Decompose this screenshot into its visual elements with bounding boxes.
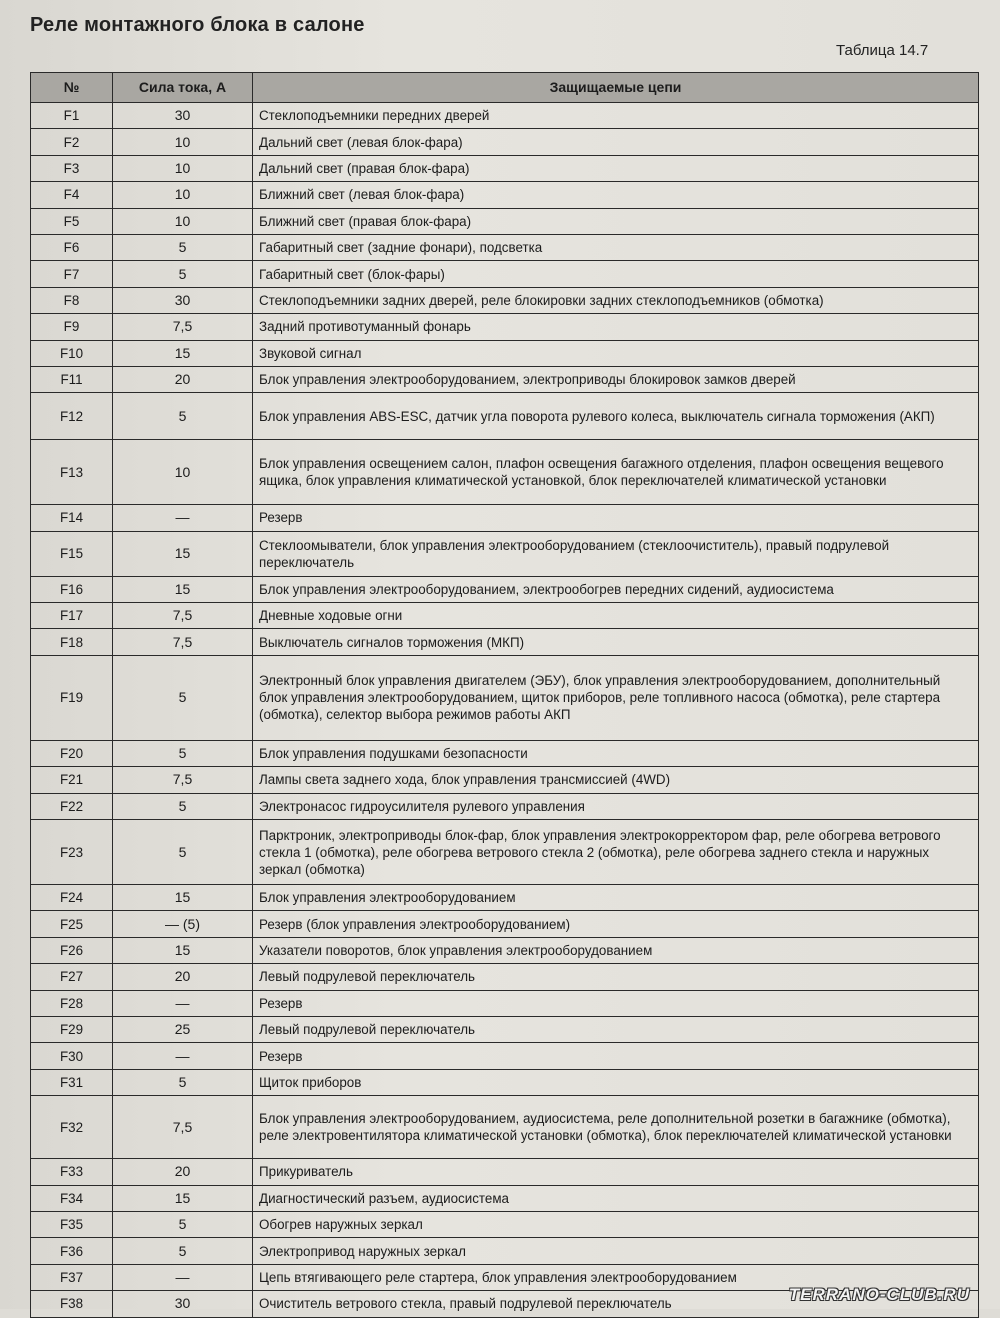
fuse-circuit-cell: Прикуриватель	[253, 1159, 979, 1185]
fuse-number-cell: F15	[31, 531, 113, 576]
fuse-number-cell: F19	[31, 655, 113, 740]
fuse-circuit-cell: Стеклоподъемники передних дверей	[253, 103, 979, 129]
fuse-number-cell: F2	[31, 129, 113, 155]
fuse-circuit-cell: Габаритный свет (задние фонари), подсветка	[253, 234, 979, 260]
fuse-current-cell: 10	[113, 155, 253, 181]
fuse-current-cell: 10	[113, 182, 253, 208]
fuse-current-cell: 15	[113, 937, 253, 963]
fuse-circuit-cell: Габаритный свет (блок-фары)	[253, 261, 979, 287]
fuse-number-cell: F14	[31, 505, 113, 531]
fuse-circuit-cell: Стеклоподъемники задних дверей, реле блокировки задних стеклоподъемников (обмотка)	[253, 287, 979, 313]
table-row	[31, 366, 979, 392]
fuse-number-cell: F10	[31, 340, 113, 366]
table-row	[31, 911, 979, 937]
table-row	[31, 340, 979, 366]
table-header-row	[31, 73, 979, 103]
table-row	[31, 129, 979, 155]
fuse-number-cell: F9	[31, 314, 113, 340]
fuse-current-cell: —	[113, 505, 253, 531]
fuse-number-cell: F36	[31, 1238, 113, 1264]
fuse-current-cell: 20	[113, 964, 253, 990]
fuse-circuit-cell: Левый подрулевой переключатель	[253, 1016, 979, 1042]
fuse-current-cell: 30	[113, 1291, 253, 1317]
fuse-circuit-cell: Щиток приборов	[253, 1069, 979, 1095]
table-row	[31, 767, 979, 793]
fuse-current-cell: 15	[113, 531, 253, 576]
fuse-current-cell: 15	[113, 885, 253, 911]
table-row	[31, 1185, 979, 1211]
table-row	[31, 1043, 979, 1069]
fuse-circuit-cell: Дальний свет (правая блок-фара)	[253, 155, 979, 181]
fuse-current-cell: 5	[113, 1069, 253, 1095]
fuse-current-cell: 10	[113, 208, 253, 234]
fuse-number-cell: F20	[31, 740, 113, 766]
fuse-number-cell: F35	[31, 1211, 113, 1237]
fuse-circuit-cell: Лампы света заднего хода, блок управления трансмиссией (4WD)	[253, 767, 979, 793]
fuse-current-cell: 5	[113, 393, 253, 440]
fuse-circuit-cell: Цепь втягивающего реле стартера, блок управления электрооборудованием	[253, 1264, 979, 1290]
fuse-circuit-cell: Левый подрулевой переключатель	[253, 964, 979, 990]
fuse-current-cell: 5	[113, 793, 253, 819]
fuse-number-cell: F17	[31, 603, 113, 629]
table-row	[31, 990, 979, 1016]
table-row	[31, 937, 979, 963]
fuse-current-cell: 15	[113, 1185, 253, 1211]
table-row	[31, 182, 979, 208]
fuse-circuit-cell: Ближний свет (правая блок-фара)	[253, 208, 979, 234]
fuse-number-cell: F6	[31, 234, 113, 260]
fuse-circuit-cell: Парктроник, электроприводы блок-фар, блок управления электрокорректором фар, реле обогрева ветрового стекла 1 (обмотка), реле обогрева ветрового стекла 2 (обмотка), реле обогрева заднего стекла и наружных зеркал (обмотка)	[253, 820, 979, 885]
fuse-circuit-cell: Обогрев наружных зеркал	[253, 1211, 979, 1237]
fuse-number-cell: F25	[31, 911, 113, 937]
table-row	[31, 440, 979, 505]
fuse-current-cell: 20	[113, 1159, 253, 1185]
table-row	[31, 314, 979, 340]
column-header-number: №	[31, 73, 113, 103]
fuse-current-cell: 5	[113, 820, 253, 885]
column-header-current: Сила тока, А	[113, 73, 253, 103]
fuse-circuit-cell: Блок управления электрооборудованием	[253, 885, 979, 911]
fuse-current-cell: 7,5	[113, 603, 253, 629]
fuse-current-cell: —	[113, 990, 253, 1016]
fuse-number-cell: F30	[31, 1043, 113, 1069]
fuse-number-cell: F11	[31, 366, 113, 392]
fuse-current-cell: 15	[113, 576, 253, 602]
table-row	[31, 531, 979, 576]
fuse-current-cell: 5	[113, 655, 253, 740]
fuse-current-cell: 5	[113, 234, 253, 260]
fuse-number-cell: F8	[31, 287, 113, 313]
table-row	[31, 885, 979, 911]
fuse-circuit-cell: Резерв (блок управления электрооборудованием)	[253, 911, 979, 937]
fuse-current-cell: 15	[113, 340, 253, 366]
fuse-number-cell: F23	[31, 820, 113, 885]
fuse-current-cell: 5	[113, 1238, 253, 1264]
table-row	[31, 1238, 979, 1264]
fuse-circuit-cell: Стеклоомыватели, блок управления электрооборудованием (стеклоочиститель), правый подрулевой переключатель	[253, 531, 979, 576]
table-row	[31, 208, 979, 234]
table-row	[31, 964, 979, 990]
table-row	[31, 1211, 979, 1237]
fuse-number-cell: F1	[31, 103, 113, 129]
table-row	[31, 629, 979, 655]
watermark-logo: TERRANO-CLUB.RU	[788, 1285, 970, 1304]
table-row	[31, 1096, 979, 1159]
fuse-current-cell: 30	[113, 103, 253, 129]
fuse-number-cell: F28	[31, 990, 113, 1016]
fuse-current-cell: 25	[113, 1016, 253, 1042]
fuse-current-cell: 7,5	[113, 1096, 253, 1159]
fuse-current-cell: —	[113, 1264, 253, 1290]
table-row	[31, 576, 979, 602]
table-row	[31, 103, 979, 129]
fuse-number-cell: F21	[31, 767, 113, 793]
table-body	[31, 103, 979, 1318]
table-row	[31, 1069, 979, 1095]
fuse-current-cell: 5	[113, 740, 253, 766]
fuse-number-cell: F3	[31, 155, 113, 181]
table-row	[31, 505, 979, 531]
fuse-circuit-cell: Электронасос гидроусилителя рулевого управления	[253, 793, 979, 819]
fuse-number-cell: F4	[31, 182, 113, 208]
fuse-current-cell: 10	[113, 440, 253, 505]
fuse-number-cell: F34	[31, 1185, 113, 1211]
fuse-current-cell: 7,5	[113, 767, 253, 793]
fuse-circuit-cell: Резерв	[253, 505, 979, 531]
table-caption: Таблица 14.7	[836, 42, 929, 59]
table-row	[31, 393, 979, 440]
fuse-circuit-cell: Блок управления электрооборудованием, электрообогрев передних сидений, аудиосистема	[253, 576, 979, 602]
fuse-circuit-cell: Резерв	[253, 1043, 979, 1069]
fuse-current-cell: 30	[113, 287, 253, 313]
fuse-number-cell: F37	[31, 1264, 113, 1290]
table-row	[31, 261, 979, 287]
fuse-number-cell: F33	[31, 1159, 113, 1185]
fuse-number-cell: F32	[31, 1096, 113, 1159]
fuse-circuit-cell: Блок управления ABS-ESC, датчик угла поворота рулевого колеса, выключатель сигнала торможения (АКП)	[253, 393, 979, 440]
fuse-circuit-cell: Блок управления электрооборудованием, электроприводы блокировок замков дверей	[253, 366, 979, 392]
fuse-number-cell: F18	[31, 629, 113, 655]
table-row	[31, 234, 979, 260]
fuse-current-cell: — (5)	[113, 911, 253, 937]
table-row	[31, 1016, 979, 1042]
table-row	[31, 155, 979, 181]
fuse-circuit-cell: Блок управления подушками безопасности	[253, 740, 979, 766]
fuse-number-cell: F31	[31, 1069, 113, 1095]
fuse-number-cell: F27	[31, 964, 113, 990]
fuse-circuit-cell: Блок управления электрооборудованием, аудиосистема, реле дополнительной розетки в багажнике (обмотка), реле электровентилятора климатической установки (обмотка), блок переключателей климатической установки	[253, 1096, 979, 1159]
fuse-number-cell: F24	[31, 885, 113, 911]
fuse-current-cell: 5	[113, 261, 253, 287]
fuse-current-cell: 10	[113, 129, 253, 155]
fuse-table	[30, 72, 979, 1318]
fuse-circuit-cell: Блок управления освещением салон, плафон освещения багажного отделения, плафон освещения вещевого ящика, блок управления климатической установкой, блок переключателей климатической установки	[253, 440, 979, 505]
fuse-circuit-cell: Звуковой сигнал	[253, 340, 979, 366]
table-row	[31, 603, 979, 629]
fuse-number-cell: F12	[31, 393, 113, 440]
fuse-current-cell: 20	[113, 366, 253, 392]
fuse-circuit-cell: Диагностический разъем, аудиосистема	[253, 1185, 979, 1211]
fuse-current-cell: 7,5	[113, 314, 253, 340]
fuse-circuit-cell: Дальний свет (левая блок-фара)	[253, 129, 979, 155]
table-row	[31, 820, 979, 885]
table-row	[31, 1159, 979, 1185]
fuse-number-cell: F16	[31, 576, 113, 602]
table-row	[31, 793, 979, 819]
fuse-current-cell: 5	[113, 1211, 253, 1237]
fuse-circuit-cell: Электропривод наружных зеркал	[253, 1238, 979, 1264]
table-row	[31, 655, 979, 740]
fuse-circuit-cell: Очиститель ветрового стекла, правый подрулевой переключатель	[253, 1291, 979, 1317]
fuse-current-cell: 7,5	[113, 629, 253, 655]
fuse-number-cell: F22	[31, 793, 113, 819]
table-row	[31, 287, 979, 313]
fuse-circuit-cell: Выключатель сигналов торможения (МКП)	[253, 629, 979, 655]
fuse-circuit-cell: Задний противотуманный фонарь	[253, 314, 979, 340]
fuse-circuit-cell: Электронный блок управления двигателем (ЭБУ), блок управления электрооборудованием, дополнительный блок управления электрооборудованием, щиток приборов, реле топливного насоса (обмотка), реле стартера (обмотка), селектор выбора режимов работы АКП	[253, 655, 979, 740]
page-title: Реле монтажного блока в салоне	[30, 14, 365, 36]
column-header-circuits: Защищаемые цепи	[253, 73, 979, 103]
fuse-circuit-cell: Указатели поворотов, блок управления электрооборудованием	[253, 937, 979, 963]
table-row	[31, 740, 979, 766]
fuse-number-cell: F38	[31, 1291, 113, 1317]
fuse-number-cell: F5	[31, 208, 113, 234]
fuse-circuit-cell: Ближний свет (левая блок-фара)	[253, 182, 979, 208]
fuse-number-cell: F29	[31, 1016, 113, 1042]
fuse-number-cell: F7	[31, 261, 113, 287]
fuse-number-cell: F26	[31, 937, 113, 963]
fuse-current-cell: —	[113, 1043, 253, 1069]
fuse-number-cell: F13	[31, 440, 113, 505]
fuse-circuit-cell: Резерв	[253, 990, 979, 1016]
fuse-circuit-cell: Дневные ходовые огни	[253, 603, 979, 629]
